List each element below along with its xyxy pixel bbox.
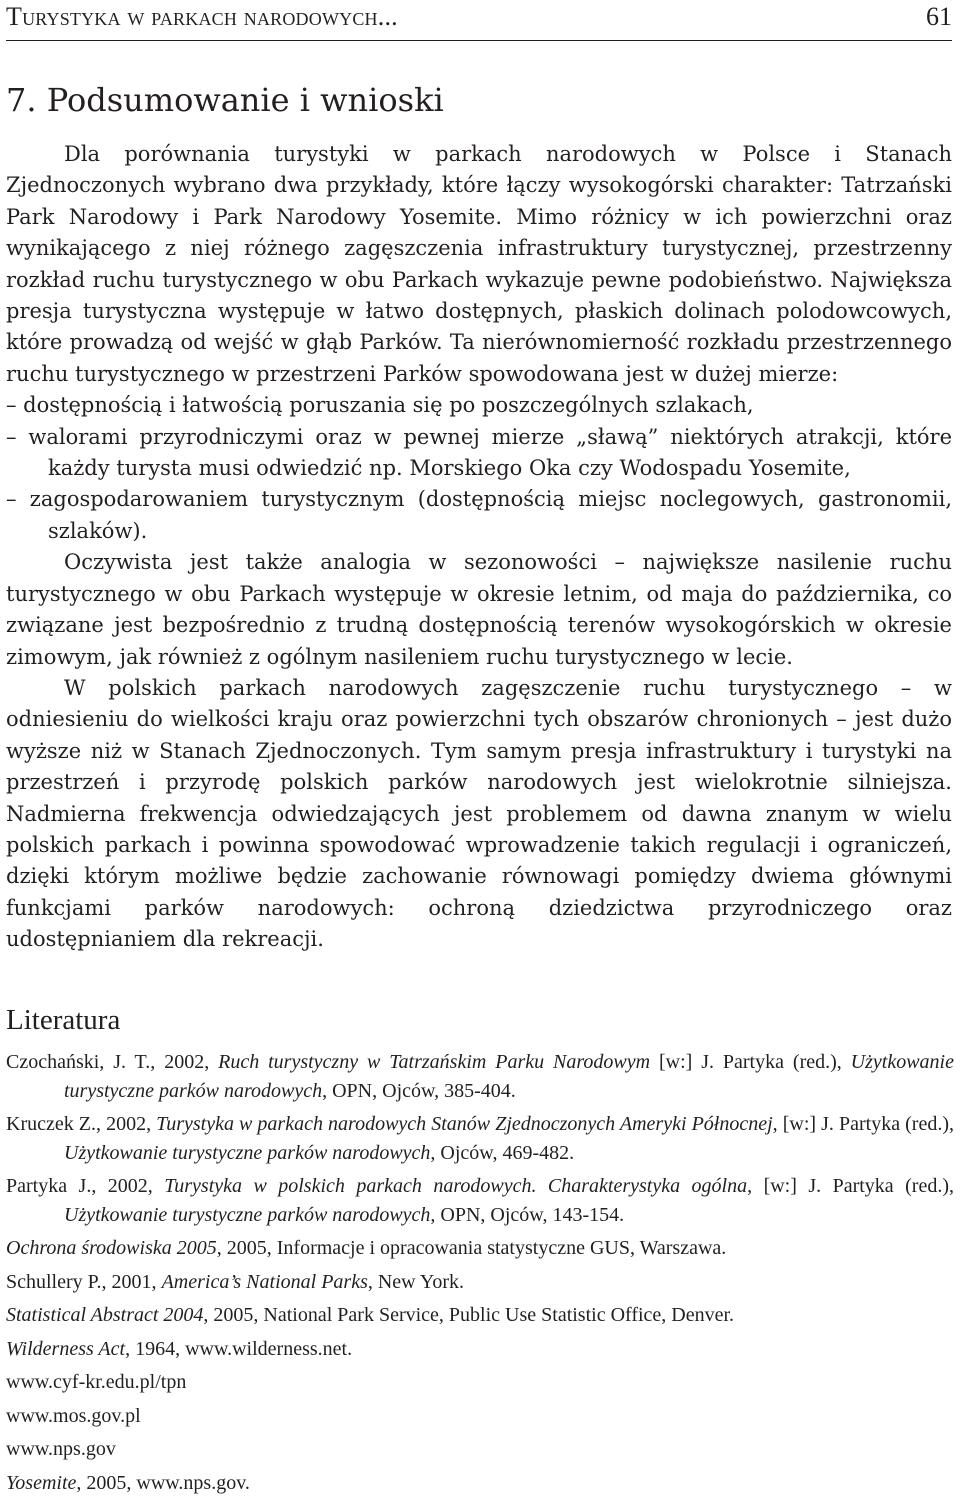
ref-text: , [w:] J. Partyka (red.), — [747, 1175, 954, 1197]
ref-book-title: Użytkowanie turystyczne parków narodowych — [64, 1051, 954, 1102]
ref-text: [w:] J. Partyka (red.), — [650, 1051, 851, 1073]
ref-publisher: , OPN, Ojców, 143-154. — [430, 1203, 625, 1226]
ref-text: , 2005, www.nps.gov. — [76, 1471, 250, 1494]
ref-text: , 2005, Informacje i opracowania statystyczne GUS, Warszawa. — [216, 1237, 727, 1259]
reference-url — [6, 1435, 954, 1464]
ref-title: Ochrona środowiska 2005 — [6, 1237, 217, 1259]
reference-url — [6, 1368, 954, 1397]
reference-item — [6, 1268, 954, 1297]
running-header — [6, 0, 952, 41]
ref-text: , 1964, www.wilderness.net. — [125, 1337, 353, 1360]
reference-item — [6, 1110, 954, 1167]
ref-link: www.mos.gov.pl — [6, 1404, 141, 1427]
reference-list — [6, 1048, 954, 1497]
paragraph: W polskich parkach narodowych zagęszczenie ruchu turystycznego – w odniesieniu do wielkości kraju oraz powierzchni tych obszarów chronionych – jest dużo wyższe niż w Stanach Zjednoczonych. Tym samym presja infrastruktury i turystyki na przestrzeń i przyrodę polskich parków narodowych jest wielokrotnie silniejsza. Nadmierna frekwencja odwiedzających jest problemem od dawna znanym w wielu polskich parkach i powinna spowodować wprowadzenie takich regulacji i ograniczeń, dzięki którym możliwe będzie zachowanie równowagi pomiędzy dwiema głównymi funkcjami parków narodowych: ochroną dziedzictwa przyrodniczego oraz udostępnianiem dla rekreacji. — [6, 675, 952, 952]
reference-item — [6, 1469, 954, 1498]
ref-link: www.cyf-kr.edu.pl/tpn — [6, 1371, 187, 1393]
ref-publisher: , OPN, Ojców, 385-404. — [322, 1079, 516, 1102]
ref-text: , New York. — [367, 1270, 464, 1293]
ref-book-title: Użytkowanie turystyczne parków narodowych — [64, 1141, 431, 1164]
paragraph: Oczywista jest także analogia w sezonowości – największe nasilenie ruchu turystycznego w obu Parkach występuje w okresie letnim, od maja do października, co związane jest bezpośrednio z trudną dostępnością terenów wysokogórskich w okresie zimowym, jak również z ogólnym nasileniem ruchu turystycznego w lecie. — [6, 550, 952, 669]
ref-book-title: Użytkowanie turystyczne parków narodowych — [64, 1203, 431, 1226]
section-title: 7. Podsumowanie i wnioski — [6, 81, 444, 119]
page-number: 61 — [926, 2, 952, 31]
literature-heading: Literatura — [6, 1004, 121, 1036]
running-title: Turystyka w parkach narodowych... — [6, 2, 398, 31]
ref-title: Turystyka w parkach narodowych Stanów Zjednoczonych Ameryki Północnej — [156, 1113, 773, 1135]
ref-title: Wilderness Act — [6, 1337, 126, 1360]
reference-url — [6, 1402, 954, 1431]
ref-authors: Czochański, J. T., 2002, — [6, 1051, 219, 1073]
ref-text: , 2005, National Park Service, Public Use Statistic Office, Denver. — [203, 1304, 735, 1326]
section-body — [6, 139, 952, 956]
list-item: – walorami przyrodniczymi oraz w pewnej mierze „sławą” niektórych atrakcji, które każdy turysta musi odwiedzić np. Morskiego Oka czy Wodospadu Yosemite, — [6, 424, 952, 481]
reference-item — [6, 1335, 954, 1364]
ref-title: Yosemite — [6, 1471, 77, 1494]
ref-text: , [w:] J. Partyka (red.), — [772, 1113, 955, 1135]
ref-title: Ruch turystyczny w Tatrzańskim Parku Narodowym — [218, 1051, 651, 1073]
ref-title: Turystyka w polskich parkach narodowych. Charakterystyka ogólna — [164, 1175, 748, 1197]
ref-authors: Kruczek Z., 2002, — [6, 1113, 157, 1135]
reference-item — [6, 1301, 954, 1330]
factor-list — [6, 390, 952, 547]
reference-item — [6, 1048, 954, 1105]
reference-item — [6, 1234, 954, 1263]
list-item: – dostępnością i łatwością poruszania się po poszczególnych szlakach, — [6, 393, 754, 418]
reference-item — [6, 1172, 954, 1229]
paragraph: Dla porównania turystyki w parkach narodowych w Polsce i Stanach Zjednoczonych wybrano dwa przykłady, które łączy wysokogórski charakter: Tatrzański Park Narodowy i Park Narodowy Yosemite. Mimo różnicy w ich powierzchni oraz wynikającego z niej różnego zagęszczenia infrastruktury turystycznej, przestrzenny rozkład ruchu turystycznego w obu Parkach wykazuje pewne podobieństwo. Największa presja turystyczna występuje w łatwo dostępnych, płaskich dolinach polodowcowych, które prowadzą od wejść w głąb Parków. Ta nierównomierność rozkładu przestrzennego ruchu turystycznego w przestrzeni Parków spowodowana jest w dużej mierze: — [6, 142, 952, 386]
ref-title: America’s National Parks — [161, 1270, 368, 1293]
ref-link: www.nps.gov — [6, 1438, 116, 1460]
ref-authors: Schullery P., 2001, — [6, 1270, 162, 1293]
ref-title: Statistical Abstract 2004 — [6, 1304, 204, 1326]
ref-publisher: , Ojców, 469-482. — [430, 1141, 575, 1164]
ref-authors: Partyka J., 2002, — [6, 1175, 165, 1197]
list-item: – zagospodarowaniem turystycznym (dostępnością miejsc noclegowych, gastronomii, szlaków). — [6, 487, 952, 543]
